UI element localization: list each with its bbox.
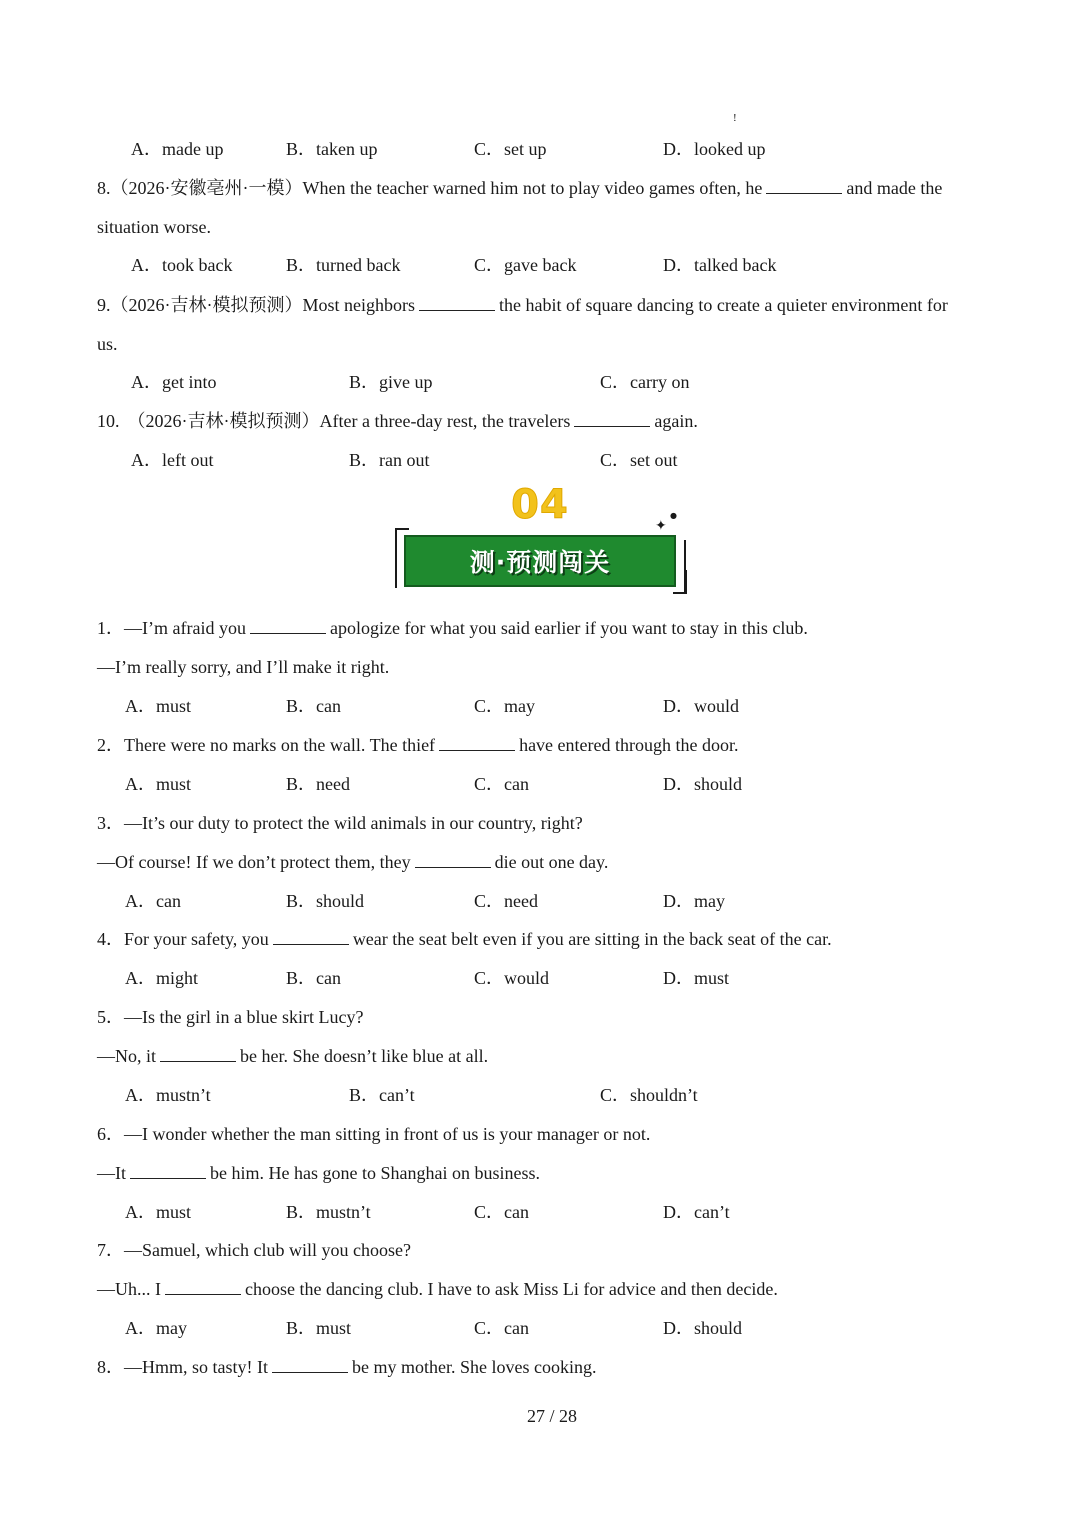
question-8-prev xyxy=(97,176,942,200)
option[interactable]: C．can xyxy=(474,1318,529,1338)
section-number: 04 xyxy=(511,482,569,528)
answer-blank[interactable] xyxy=(130,1162,206,1179)
question-number: 2． xyxy=(97,735,124,755)
question-text: —Is the girl in a blue skirt Lucy? xyxy=(124,1007,364,1027)
question-text xyxy=(97,1277,778,1301)
answer-blank[interactable] xyxy=(574,410,650,427)
question-text: —Samuel, which club will you choose? xyxy=(124,1240,411,1260)
answer-blank[interactable] xyxy=(415,851,491,868)
question-text: After a three-day rest, the travelers xyxy=(319,411,571,431)
question-source: （2026·吉林·模拟预测） xyxy=(127,411,320,431)
question-text: be her. She doesn’t like blue at all. xyxy=(240,1046,489,1066)
question-text: —No, it xyxy=(97,1046,157,1066)
question-text: have entered through the door. xyxy=(519,735,739,755)
question-text: When the teacher warned him not to play video games often, he xyxy=(302,178,763,198)
question-text xyxy=(97,850,608,874)
question-text xyxy=(97,1161,540,1185)
question-text: —Hmm, so tasty! It xyxy=(124,1357,268,1377)
question-text: Most neighbors xyxy=(302,295,415,315)
question-source: （2026·吉林·模拟预测） xyxy=(110,295,303,315)
option[interactable]: C．carry on xyxy=(600,372,690,392)
option[interactable]: B．taken up xyxy=(286,139,378,159)
answer-blank[interactable] xyxy=(439,734,515,751)
option[interactable]: C．can xyxy=(474,774,529,794)
question-text: be my mother. She loves cooking. xyxy=(352,1357,597,1377)
question-number: 1． xyxy=(97,618,124,638)
question-number: 9. xyxy=(97,295,111,315)
option[interactable]: D．would xyxy=(663,696,739,716)
question-text: —I wonder whether the man sitting in front of us is your manager or not. xyxy=(124,1124,651,1144)
option[interactable]: B．mustn’t xyxy=(286,1202,371,1222)
question-7 xyxy=(97,1238,411,1262)
answer-blank[interactable] xyxy=(160,1045,236,1062)
question-3 xyxy=(97,811,583,835)
option[interactable]: B．should xyxy=(286,891,365,911)
answer-blank[interactable] xyxy=(766,177,842,194)
dot-icon: ● xyxy=(670,511,677,520)
section-title: 测·预测闯关 xyxy=(469,548,611,577)
question-number: 5． xyxy=(97,1007,124,1027)
answer-blank[interactable] xyxy=(419,294,495,311)
section-banner xyxy=(404,535,676,587)
question-text: die out one day. xyxy=(494,852,609,872)
option[interactable]: C．would xyxy=(474,968,550,988)
question-text: —I’m afraid you xyxy=(124,618,246,638)
question-9-prev xyxy=(97,293,948,317)
option[interactable]: D．should xyxy=(663,1318,743,1338)
question-4 xyxy=(97,927,832,951)
option[interactable]: A．might xyxy=(125,968,199,988)
option[interactable]: A．get into xyxy=(131,372,217,392)
option[interactable]: A．took back xyxy=(131,255,233,275)
option[interactable]: C．shouldn’t xyxy=(600,1085,698,1105)
question-text: —It xyxy=(97,1163,126,1183)
option[interactable]: C．set out xyxy=(600,450,678,470)
answer-blank[interactable] xyxy=(165,1278,241,1295)
question-number: 6． xyxy=(97,1124,124,1144)
question-1 xyxy=(97,616,808,640)
option[interactable]: A．must xyxy=(125,1202,192,1222)
question-text: —I’m really sorry, and I’ll make it right. xyxy=(97,657,390,677)
answer-blank[interactable] xyxy=(273,928,349,945)
page-number: 27 / 28 xyxy=(526,1406,577,1426)
question-number: 7． xyxy=(97,1240,124,1260)
option[interactable]: A．mustn’t xyxy=(125,1085,211,1105)
option[interactable]: B．give up xyxy=(349,372,433,392)
question-text: —It’s our duty to protect the wild animals in our country, right? xyxy=(124,813,583,833)
option[interactable]: D．must xyxy=(663,968,730,988)
question-text: There were no marks on the wall. The thief xyxy=(124,735,436,755)
option[interactable]: B．can xyxy=(286,696,341,716)
option[interactable]: D．looked up xyxy=(663,139,766,159)
question-text: again. xyxy=(654,411,698,431)
question-number: 8． xyxy=(97,1357,124,1377)
option[interactable]: C．gave back xyxy=(474,255,577,275)
answer-blank[interactable] xyxy=(272,1356,348,1373)
option[interactable]: A．may xyxy=(125,1318,187,1338)
question-2 xyxy=(97,733,739,757)
option[interactable]: A．made up xyxy=(131,139,224,159)
option[interactable]: A．must xyxy=(125,696,192,716)
sparkle-icon: ✦ xyxy=(655,518,667,534)
question-number: 3． xyxy=(97,813,124,833)
option[interactable]: D．may xyxy=(663,891,725,911)
option[interactable]: D．should xyxy=(663,774,743,794)
question-source: （2026·安徽亳州·一模） xyxy=(110,178,303,198)
question-5 xyxy=(97,1005,363,1029)
question-text: and made the xyxy=(846,178,943,198)
question-text: be him. He has gone to Shanghai on business. xyxy=(210,1163,540,1183)
option[interactable]: D．talked back xyxy=(663,255,777,275)
question-text: —Uh... I xyxy=(97,1279,161,1299)
question-text: us. xyxy=(97,334,118,354)
question-text: situation worse. xyxy=(97,217,211,237)
stray-mark: ! xyxy=(733,112,737,124)
option[interactable]: A．left out xyxy=(131,450,214,470)
option[interactable]: B．need xyxy=(286,774,350,794)
option[interactable]: B．turned back xyxy=(286,255,401,275)
question-10-prev xyxy=(97,409,698,433)
question-number: 4． xyxy=(97,929,124,949)
answer-blank[interactable] xyxy=(250,617,326,634)
option[interactable]: B．ran out xyxy=(349,450,430,470)
question-text: For your safety, you xyxy=(124,929,269,949)
question-6 xyxy=(97,1122,650,1146)
question-number: 10. xyxy=(97,411,120,431)
question-text xyxy=(97,1044,488,1068)
option[interactable]: C．may xyxy=(474,696,535,716)
option[interactable]: B．can’t xyxy=(349,1085,415,1105)
option[interactable]: C．set up xyxy=(474,139,547,159)
option[interactable]: C．need xyxy=(474,891,538,911)
option[interactable]: D．can’t xyxy=(663,1202,730,1222)
question-text: wear the seat belt even if you are sitting in the back seat of the car. xyxy=(352,929,832,949)
question-text: the habit of square dancing to create a quieter environment for xyxy=(499,295,948,315)
option[interactable]: A．must xyxy=(125,774,192,794)
question-8 xyxy=(97,1355,596,1379)
question-text: apologize for what you said earlier if you want to stay in this club. xyxy=(329,618,808,638)
option[interactable]: B．can xyxy=(286,968,341,988)
question-number: 8. xyxy=(97,178,111,198)
option[interactable]: A．can xyxy=(125,891,181,911)
question-text: choose the dancing club. I have to ask Miss Li for advice and then decide. xyxy=(245,1279,778,1299)
question-text: —Of course! If we don’t protect them, they xyxy=(97,852,411,872)
option[interactable]: C．can xyxy=(474,1202,529,1222)
option[interactable]: B．must xyxy=(286,1318,352,1338)
